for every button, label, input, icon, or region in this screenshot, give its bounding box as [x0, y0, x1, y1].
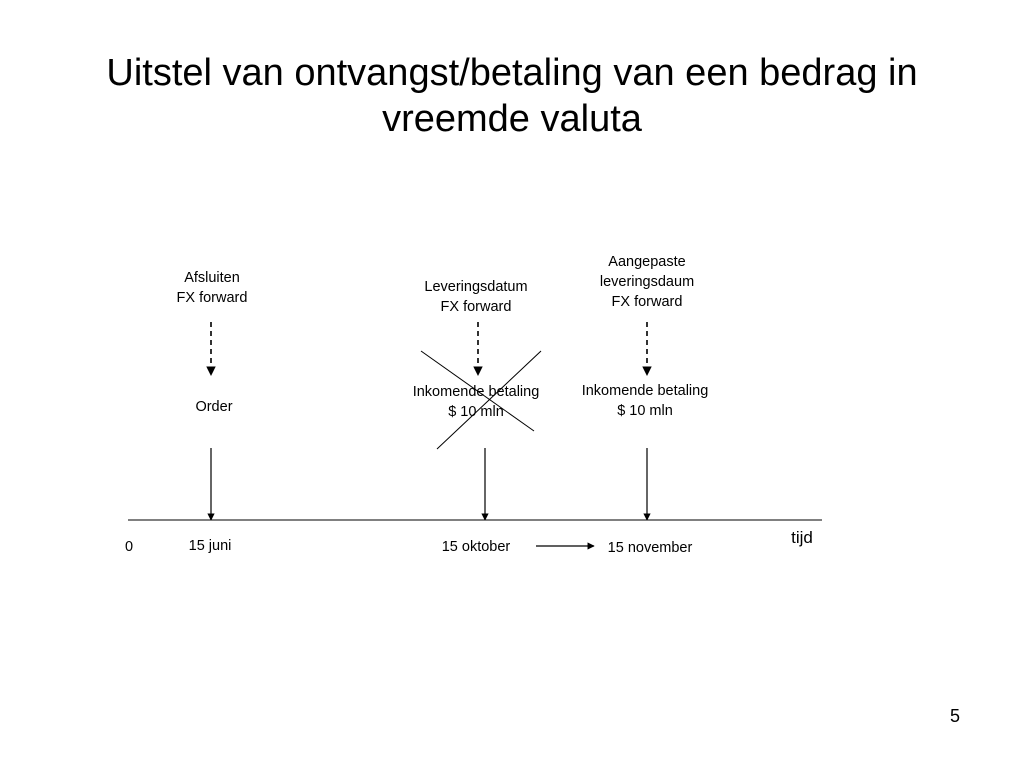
- label-afsluiten-fx-forward: Afsluiten FX forward: [176, 270, 248, 306]
- slide-title-line-1: Uitstel van ontvangst/betaling van een bedrag in: [106, 52, 918, 94]
- page-number: 5: [949, 706, 960, 726]
- label-aangepaste-leveringsdaum: Aangepaste leveringsdaum FX forward: [599, 254, 695, 310]
- label-order: Order: [195, 399, 233, 415]
- slide-title-line-2: vreemde valuta: [382, 98, 642, 140]
- date-15-oktober: 15 oktober: [441, 539, 511, 555]
- date-15-juni: 15 juni: [188, 538, 232, 554]
- axis-origin-label: 0: [124, 539, 134, 555]
- axis-label-tijd: tijd: [791, 528, 813, 547]
- label-inkomende-betaling-crossed: Inkomende betaling $ 10 mln: [412, 384, 540, 420]
- label-inkomende-betaling: Inkomende betaling $ 10 mln: [581, 383, 709, 419]
- label-leveringsdatum: Leveringsdatum FX forward: [424, 279, 528, 315]
- date-15-november: 15 november: [607, 540, 693, 556]
